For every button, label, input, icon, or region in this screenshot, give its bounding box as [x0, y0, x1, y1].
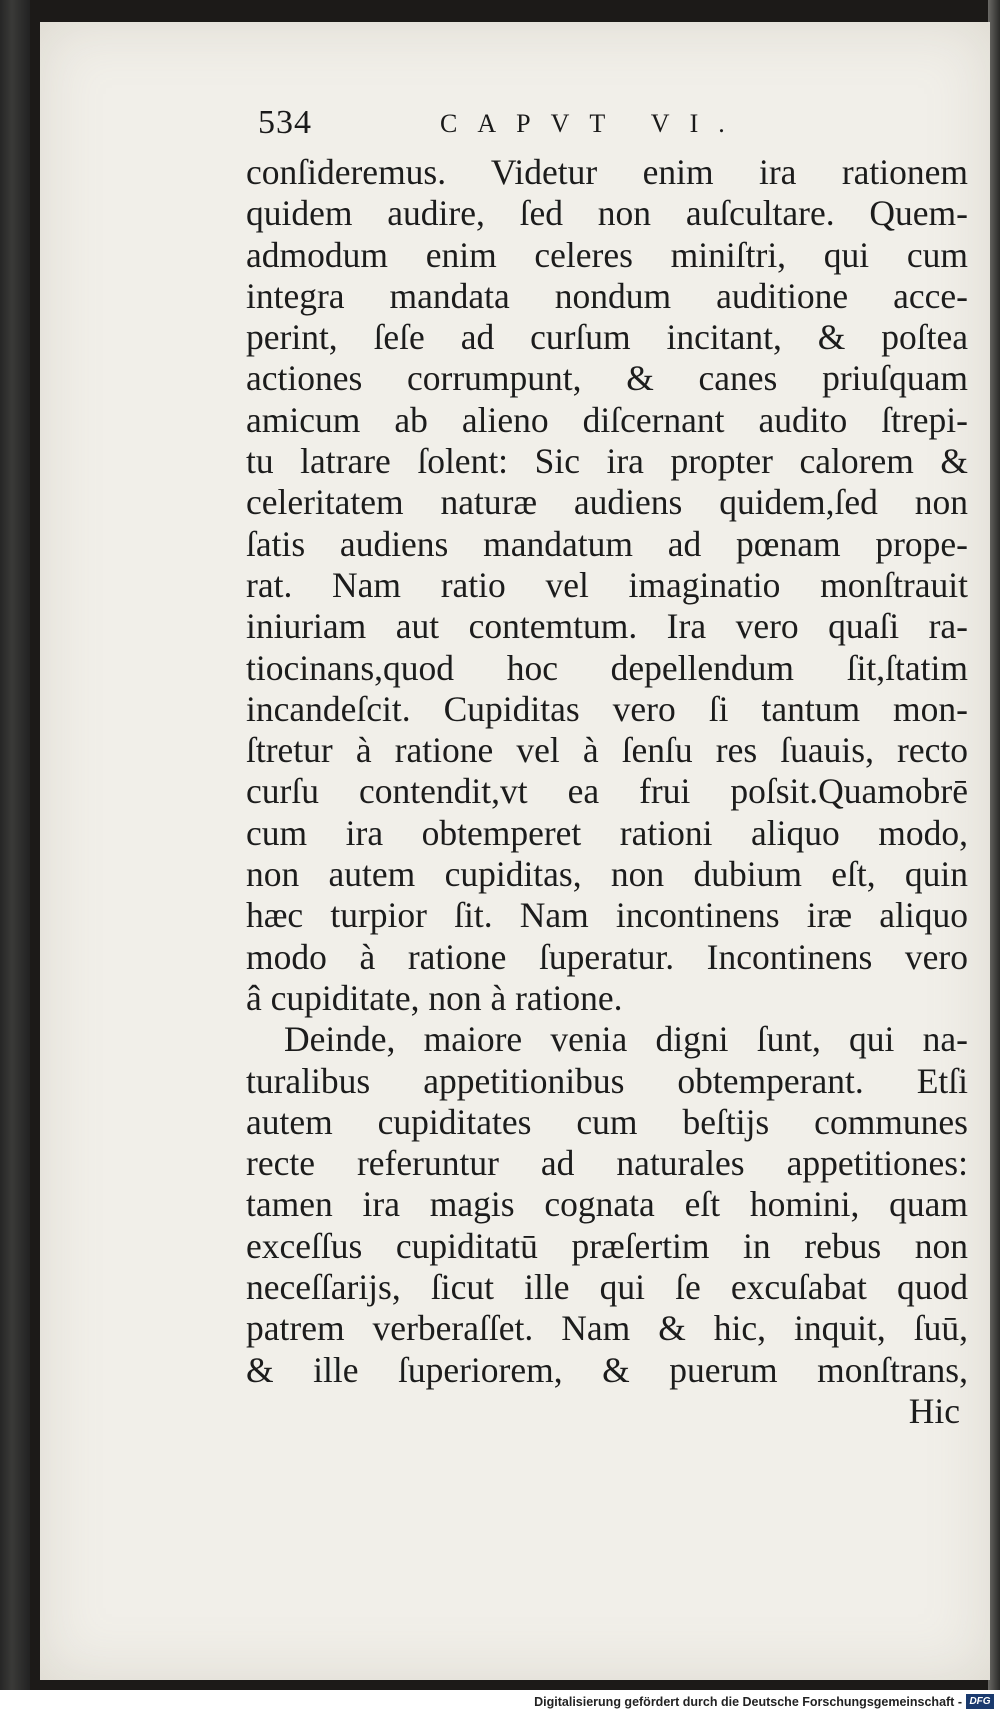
- text-line: cum ira obtemperet rationi aliquo modo,: [246, 812, 968, 853]
- running-head: [258, 104, 818, 144]
- text-line: ſtretur à ratione vel à ſenſu res ſuauis, recto: [246, 730, 968, 771]
- text-line: tamen ira magis cognata eſt homini, quam: [246, 1184, 968, 1225]
- text-line: exceſſus cupiditatū præſertim in rebus non: [246, 1225, 968, 1266]
- text-line: rat. Nam ratio vel imaginatio monſtrauit: [246, 564, 968, 605]
- text-line: quidem audire, ſed non auſcultare. Quem-: [246, 193, 968, 234]
- text-line: Deinde, maiore venia digni ſunt, qui na-: [284, 1019, 968, 1060]
- text-line: hæc turpior ſit. Nam incontinens iræ aliquo: [246, 895, 968, 936]
- text-line: curſu contendit,vt ea frui poſsit.Quamobrē: [246, 771, 968, 812]
- page-number: 534: [258, 104, 312, 141]
- text-line: amicum ab alieno diſcernant audito ſtrepi-: [246, 399, 968, 440]
- text-line: tiocinans,quod hoc depellendum ſit,ſtatim: [246, 647, 968, 688]
- text-line: iniuriam aut contemtum. Ira vero quaſi ra-: [246, 606, 968, 647]
- text-line: admodum enim celeres miniſtri, qui cum: [246, 234, 968, 275]
- text-line: patrem verberaſſet. Nam & hic, inquit, ſuū,: [246, 1308, 968, 1349]
- text-line: perint, ſeſe ad curſum incitant, & poſtea: [246, 317, 968, 358]
- body-text: [246, 152, 968, 1432]
- text-line: â cupiditate, non à ratione.: [246, 977, 623, 1018]
- text-line: modo à ratione ſuperatur. Incontinens vero: [246, 936, 968, 977]
- text-line: autem cupiditates cum beſtijs communes: [246, 1101, 968, 1142]
- binding-edge: [0, 0, 30, 1690]
- text-line: actiones corrumpunt, & canes priuſquam: [246, 358, 968, 399]
- text-line: turalibus appetitionibus obtemperant. Etſi: [246, 1060, 968, 1101]
- footer-bar: [0, 1690, 1000, 1715]
- text-line: integra mandata nondum auditione acce-: [246, 275, 968, 316]
- text-line: neceſſarijs, ſicut ille qui ſe excuſabat quod: [246, 1267, 968, 1308]
- catchword: Hic: [908, 1390, 960, 1431]
- text-line: incandeſcit. Cupiditas vero ſi tantum mon-: [246, 688, 968, 729]
- text-line: celeritatem naturæ audiens quidem,ſed non: [246, 482, 968, 523]
- dfg-logo: DFG: [966, 1694, 994, 1709]
- text-line: non autem cupiditas, non dubium eſt, quin: [246, 854, 968, 895]
- text-line: tu latrare ſolent: Sic ira propter calorem &: [246, 441, 968, 482]
- text-line: ſatis audiens mandatum ad pœnam prope-: [246, 523, 968, 564]
- funding-credit: Digitalisierung gefördert durch die Deutsche Forschungsgemeinschaft -: [534, 1695, 962, 1709]
- chapter-heading: CAPVT VI.: [440, 109, 745, 138]
- text-line: & ille ſuperiorem, & puerum monſtrans,: [246, 1349, 968, 1390]
- text-line: recte referuntur ad naturales appetitiones:: [246, 1143, 968, 1184]
- text-line: conſideremus. Videtur enim ira rationem: [246, 152, 968, 192]
